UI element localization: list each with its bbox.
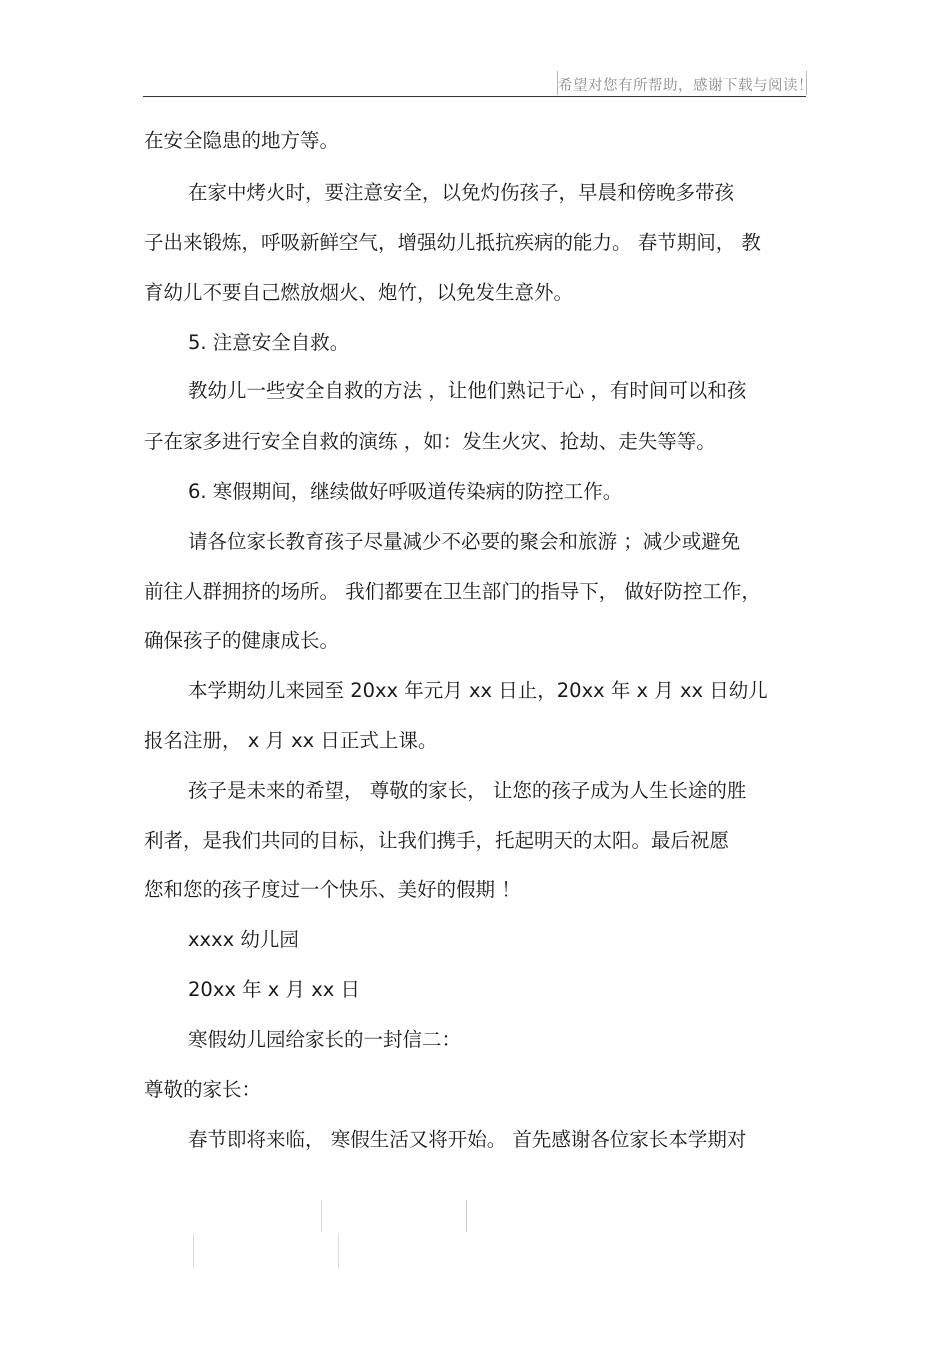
body-line: 子在家多进行安全自救的演练 ，如：发生火灾、抢劫、走失等等。 (144, 430, 716, 453)
body-line: 确保孩子的健康成长。 (144, 629, 340, 652)
header-box (557, 71, 813, 95)
header-note: 希望对您有所帮助，感谢下载与阅读！ (558, 78, 813, 94)
header-rule (143, 96, 806, 97)
body-line: 利者，是我们共同的目标，让我们携手，托起明天的太阳。最后祝愿 (144, 829, 730, 852)
signature-date: 20xx 年 x 月 xx 日 (188, 978, 361, 1001)
scan-artifact-line (193, 1234, 194, 1268)
body-line: 报名注册， x 月 xx 日正式上课。 (144, 729, 438, 752)
body-line: 您和您的孩子度过一个快乐、美好的假期 ！ (144, 878, 521, 901)
body-line: 春节即将来临， 寒假生活又将开始。 首先感谢各位家长本学期对 (188, 1128, 747, 1151)
body-line: 请各位家长教育孩子尽量减少不必要的聚会和旅游 ；减少或避免 (188, 530, 741, 553)
salutation: 尊敬的家长： (144, 1078, 262, 1101)
body-line: 前往人群拥挤的场所。 我们都要在卫生部门的指导下， 做好防控工作， (144, 580, 761, 603)
list-heading-6: 6. 寒假期间，继续做好呼吸道传染病的防控工作。 (188, 480, 623, 503)
body-line: 育幼儿不要自己燃放烟火、炮竹，以免发生意外。 (144, 281, 574, 304)
body-line: 在安全隐患的地方等。 (144, 129, 340, 152)
list-heading-5: 5. 注意安全自救。 (188, 331, 350, 354)
signature-kindergarten: xxxx 幼儿园 (188, 928, 299, 951)
body-line: 子出来锻炼，呼吸新鲜空气，增强幼儿抵抗疾病的能力。 春节期间， 教 (144, 231, 761, 254)
scan-artifact-line (338, 1234, 339, 1268)
scan-artifact-line (321, 1200, 322, 1232)
body-line: 教幼儿一些安全自救的方法 ，让他们熟记于心 ，有时间可以和孩 (188, 379, 747, 402)
body-line: 本学期幼儿来园至 20xx 年元月 xx 日止，20xx 年 x 月 xx 日幼儿 (188, 679, 768, 702)
letter-title: 寒假幼儿园给家长的一封信二： (188, 1028, 462, 1051)
body-line: 孩子是未来的希望， 尊敬的家长， 让您的孩子成为人生长途的胜 (188, 779, 747, 802)
body-line: 在家中烤火时，要注意安全，以免灼伤孩子，早晨和傍晚多带孩 (188, 181, 735, 204)
scan-artifact-line (466, 1200, 467, 1232)
